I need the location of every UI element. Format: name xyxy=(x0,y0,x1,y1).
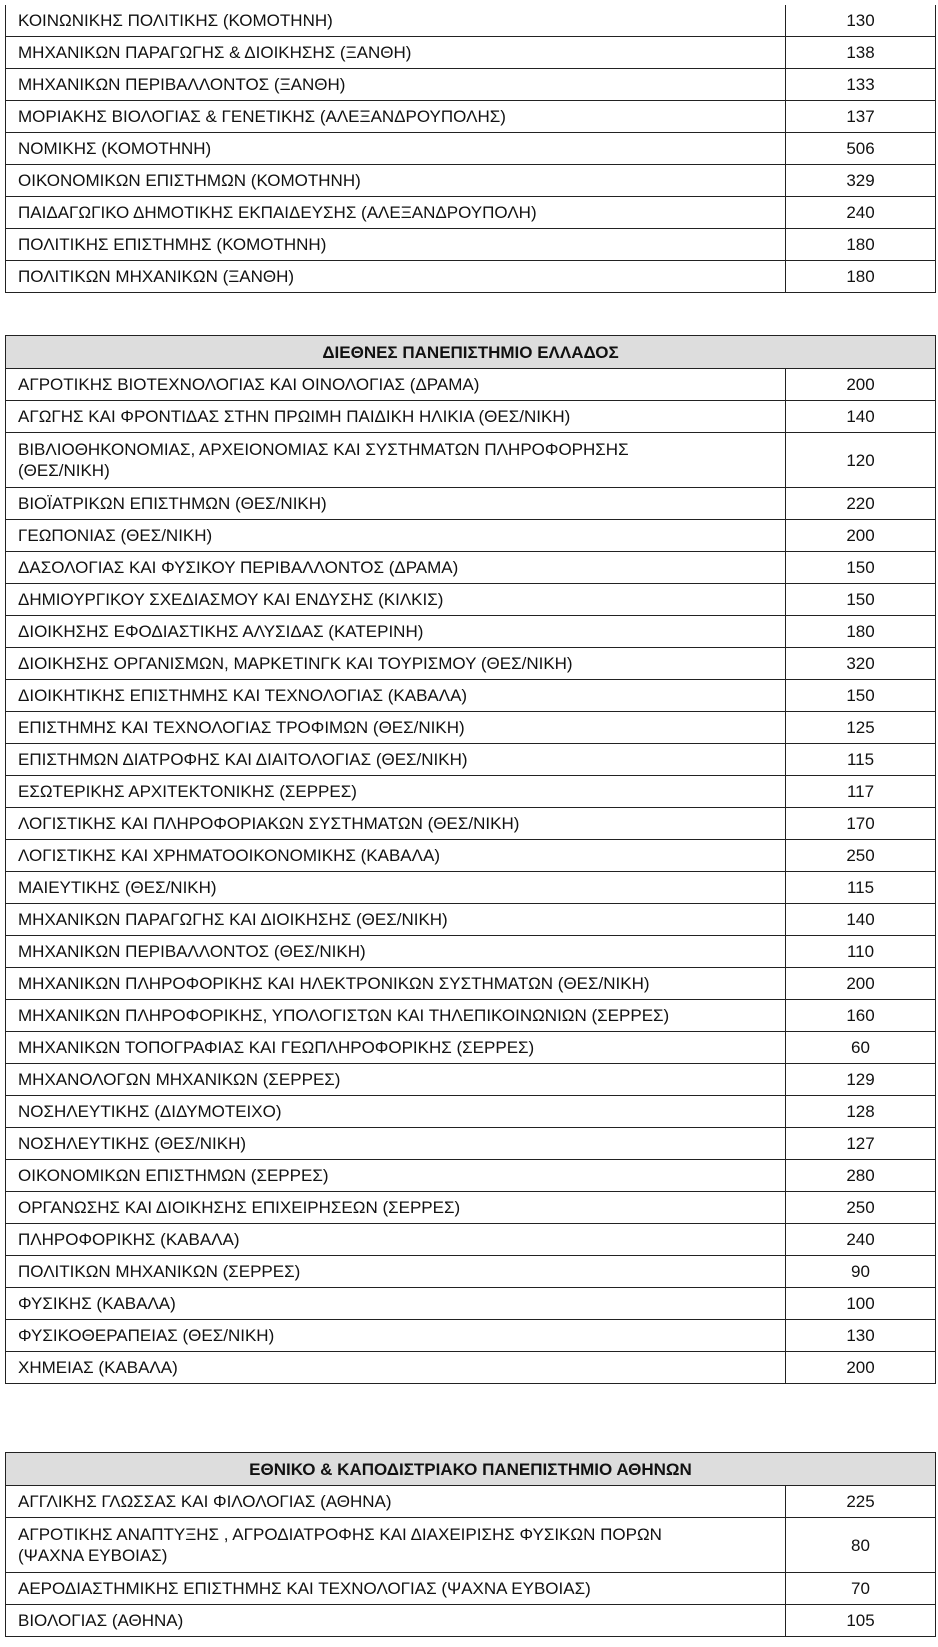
table-row xyxy=(6,1320,936,1352)
table-row xyxy=(6,369,936,401)
table-row xyxy=(6,744,936,776)
admission-count-cell: 60 xyxy=(786,1032,936,1064)
admission-count-cell: 240 xyxy=(786,197,936,229)
table-row xyxy=(6,1192,936,1224)
admission-count-cell: 150 xyxy=(786,680,936,712)
department-name-cell: ΑΕΡΟΔΙΑΣΤΗΜΙΚΗΣ ΕΠΙΣΤΗΜΗΣ ΚΑΙ ΤΕΧΝΟΛΟΓΙΑΣ (ΨΑΧΝΑ ΕΥΒΟΙΑΣ) xyxy=(6,1573,786,1605)
admission-count-cell: 280 xyxy=(786,1160,936,1192)
department-name-cell: ΒΙΟΪΑΤΡΙΚΩΝ ΕΠΙΣΤΗΜΩΝ (ΘΕΣ/ΝΙΚΗ) xyxy=(6,488,786,520)
admission-count-cell: 180 xyxy=(786,229,936,261)
table-row xyxy=(6,488,936,520)
department-name-cell: ΝΟΣΗΛΕΥΤΙΚΗΣ (ΔΙΔΥΜΟΤΕΙΧΟ) xyxy=(6,1096,786,1128)
admission-count-cell: 329 xyxy=(786,165,936,197)
department-name-cell: ΔΗΜΙΟΥΡΓΙΚΟΥ ΣΧΕΔΙΑΣΜΟΥ ΚΑΙ ΕΝΔΥΣΗΣ (ΚΙΛΚΙΣ) xyxy=(6,584,786,616)
admission-count-cell: 180 xyxy=(786,616,936,648)
department-name-line: (ΘΕΣ/ΝΙΚΗ) xyxy=(18,461,110,480)
university-header: ΔΙΕΘΝΕΣ ΠΑΝΕΠΙΣΤΗΜΙΟ ΕΛΛΑΔΟΣ xyxy=(6,336,936,369)
table-row xyxy=(6,776,936,808)
table-section-1 xyxy=(5,5,936,293)
admission-count-cell: 90 xyxy=(786,1256,936,1288)
department-name-cell: ΔΙΟΙΚΗΤΙΚΗΣ ΕΠΙΣΤΗΜΗΣ ΚΑΙ ΤΕΧΝΟΛΟΓΙΑΣ (ΚΑΒΑΛΑ) xyxy=(6,680,786,712)
department-name-cell: ΜΑΙΕΥΤΙΚΗΣ (ΘΕΣ/ΝΙΚΗ) xyxy=(6,872,786,904)
table-row xyxy=(6,680,936,712)
department-name-cell: ΜΗΧΑΝΙΚΩΝ ΠΕΡΙΒΑΛΛΟΝΤΟΣ (ΘΕΣ/ΝΙΚΗ) xyxy=(6,936,786,968)
admission-count-cell: 100 xyxy=(786,1288,936,1320)
admission-count-cell: 128 xyxy=(786,1096,936,1128)
department-name-cell: ΠΟΛΙΤΙΚΩΝ ΜΗΧΑΝΙΚΩΝ (ΣΕΡΡΕΣ) xyxy=(6,1256,786,1288)
table-row xyxy=(6,872,936,904)
department-name-cell: ΜΟΡΙΑΚΗΣ ΒΙΟΛΟΓΙΑΣ & ΓΕΝΕΤΙΚΗΣ (ΑΛΕΞΑΝΔΡΟΥΠΟΛΗΣ) xyxy=(6,101,786,133)
admission-count-cell: 506 xyxy=(786,133,936,165)
admission-count-cell: 140 xyxy=(786,904,936,936)
admission-count-cell: 250 xyxy=(786,1192,936,1224)
section-header-row xyxy=(6,1453,936,1486)
table-row xyxy=(6,808,936,840)
table-row xyxy=(6,552,936,584)
admission-count-cell: 133 xyxy=(786,69,936,101)
table-row xyxy=(6,261,936,293)
table-row xyxy=(6,1224,936,1256)
department-name-cell: ΠΟΛΙΤΙΚΩΝ ΜΗΧΑΝΙΚΩΝ (ΞΑΝΘΗ) xyxy=(6,261,786,293)
admission-count-cell: 129 xyxy=(786,1064,936,1096)
department-name-cell: ΠΟΛΙΤΙΚΗΣ ΕΠΙΣΤΗΜΗΣ (ΚΟΜΟΤΗΝΗ) xyxy=(6,229,786,261)
admission-count-cell: 127 xyxy=(786,1128,936,1160)
department-name-cell: ΟΡΓΑΝΩΣΗΣ ΚΑΙ ΔΙΟΙΚΗΣΗΣ ΕΠΙΧΕΙΡΗΣΕΩΝ (ΣΕΡΡΕΣ) xyxy=(6,1192,786,1224)
department-name-cell: ΟΙΚΟΝΟΜΙΚΩΝ ΕΠΙΣΤΗΜΩΝ (ΣΕΡΡΕΣ) xyxy=(6,1160,786,1192)
department-name-cell: ΜΗΧΑΝΙΚΩΝ ΠΛΗΡΟΦΟΡΙΚΗΣ ΚΑΙ ΗΛΕΚΤΡΟΝΙΚΩΝ ΣΥΣΤΗΜΑΤΩΝ (ΘΕΣ/ΝΙΚΗ) xyxy=(6,968,786,1000)
department-name-cell: ΚΟΙΝΩΝΙΚΗΣ ΠΟΛΙΤΙΚΗΣ (ΚΟΜΟΤΗΝΗ) xyxy=(6,5,786,37)
admission-count-cell: 105 xyxy=(786,1605,936,1637)
table-row xyxy=(6,5,936,37)
admission-count-cell: 220 xyxy=(786,488,936,520)
admission-count-cell: 250 xyxy=(786,840,936,872)
department-name-cell: ΜΗΧΑΝΙΚΩΝ ΠΑΡΑΓΩΓΗΣ & ΔΙΟΙΚΗΣΗΣ (ΞΑΝΘΗ) xyxy=(6,37,786,69)
table-row xyxy=(6,433,936,488)
admission-count-cell: 150 xyxy=(786,584,936,616)
admission-count-cell: 70 xyxy=(786,1573,936,1605)
department-name-cell: ΝΟΣΗΛΕΥΤΙΚΗΣ (ΘΕΣ/ΝΙΚΗ) xyxy=(6,1128,786,1160)
admission-count-cell: 137 xyxy=(786,101,936,133)
table-row xyxy=(6,904,936,936)
table-row xyxy=(6,1288,936,1320)
admission-count-cell: 130 xyxy=(786,1320,936,1352)
table-row xyxy=(6,616,936,648)
table-body xyxy=(6,5,936,293)
table-row xyxy=(6,229,936,261)
table-body xyxy=(6,1486,936,1637)
table-row xyxy=(6,197,936,229)
department-name-line: ΑΓΡΟΤΙΚΗΣ ΑΝΑΠΤΥΞΗΣ , ΑΓΡΟΔΙΑΤΡΟΦΗΣ ΚΑΙ ΔΙΑΧΕΙΡΙΣΗΣ ΦΥΣΙΚΩΝ ΠΟΡΩΝ xyxy=(18,1525,662,1544)
admission-count-cell: 115 xyxy=(786,744,936,776)
department-name-cell: ΜΗΧΑΝΙΚΩΝ ΠΑΡΑΓΩΓΗΣ ΚΑΙ ΔΙΟΙΚΗΣΗΣ (ΘΕΣ/ΝΙΚΗ) xyxy=(6,904,786,936)
department-name-cell: ΠΛΗΡΟΦΟΡΙΚΗΣ (ΚΑΒΑΛΑ) xyxy=(6,1224,786,1256)
table-row xyxy=(6,1573,936,1605)
department-name-cell: ΜΗΧΑΝΙΚΩΝ ΤΟΠΟΓΡΑΦΙΑΣ ΚΑΙ ΓΕΩΠΛΗΡΟΦΟΡΙΚΗΣ (ΣΕΡΡΕΣ) xyxy=(6,1032,786,1064)
department-name-cell: ΕΠΙΣΤΗΜΩΝ ΔΙΑΤΡΟΦΗΣ ΚΑΙ ΔΙΑΙΤΟΛΟΓΙΑΣ (ΘΕΣ/ΝΙΚΗ) xyxy=(6,744,786,776)
admission-count-cell: 240 xyxy=(786,1224,936,1256)
department-name-cell: ΜΗΧΑΝΟΛΟΓΩΝ ΜΗΧΑΝΙΚΩΝ (ΣΕΡΡΕΣ) xyxy=(6,1064,786,1096)
admission-count-cell: 320 xyxy=(786,648,936,680)
department-name-line: ΒΙΒΛΙΟΘΗΚΟΝΟΜΙΑΣ, ΑΡΧΕΙΟΝΟΜΙΑΣ ΚΑΙ ΣΥΣΤΗΜΑΤΩΝ ΠΛΗΡΟΦΟΡΗΣΗΣ xyxy=(18,440,629,459)
department-name-cell: ΦΥΣΙΚΟΘΕΡΑΠΕΙΑΣ (ΘΕΣ/ΝΙΚΗ) xyxy=(6,1320,786,1352)
table-row xyxy=(6,1486,936,1518)
table-section-3 xyxy=(5,1452,936,1637)
department-name-cell: ΛΟΓΙΣΤΙΚΗΣ ΚΑΙ ΠΛΗΡΟΦΟΡΙΑΚΩΝ ΣΥΣΤΗΜΑΤΩΝ (ΘΕΣ/ΝΙΚΗ) xyxy=(6,808,786,840)
table-row xyxy=(6,584,936,616)
department-name-cell: ΑΓΩΓΗΣ ΚΑΙ ΦΡΟΝΤΙΔΑΣ ΣΤΗΝ ΠΡΩΙΜΗ ΠΑΙΔΙΚΗ ΗΛΙΚΙΑ (ΘΕΣ/ΝΙΚΗ) xyxy=(6,401,786,433)
section-header-row xyxy=(6,336,936,369)
admission-count-cell: 125 xyxy=(786,712,936,744)
admission-count-cell: 170 xyxy=(786,808,936,840)
table-row xyxy=(6,968,936,1000)
table-row xyxy=(6,1518,936,1573)
admission-count-cell: 120 xyxy=(786,433,936,488)
admission-count-cell: 160 xyxy=(786,1000,936,1032)
admission-count-cell: 130 xyxy=(786,5,936,37)
table-row xyxy=(6,1064,936,1096)
department-name-cell: ΕΣΩΤΕΡΙΚΗΣ ΑΡΧΙΤΕΚΤΟΝΙΚΗΣ (ΣΕΡΡΕΣ) xyxy=(6,776,786,808)
table-row xyxy=(6,1352,936,1384)
table-row xyxy=(6,648,936,680)
admission-count-cell: 110 xyxy=(786,936,936,968)
table-row xyxy=(6,1605,936,1637)
department-name-cell: ΑΓΡΟΤΙΚΗΣ ΒΙΟΤΕΧΝΟΛΟΓΙΑΣ ΚΑΙ ΟΙΝΟΛΟΓΙΑΣ (ΔΡΑΜΑ) xyxy=(6,369,786,401)
table-row xyxy=(6,936,936,968)
department-name-cell xyxy=(6,433,786,488)
admission-count-cell: 115 xyxy=(786,872,936,904)
table-row xyxy=(6,840,936,872)
department-name-cell: ΜΗΧΑΝΙΚΩΝ ΠΛΗΡΟΦΟΡΙΚΗΣ, ΥΠΟΛΟΓΙΣΤΩΝ ΚΑΙ ΤΗΛΕΠΙΚΟΙΝΩΝΙΩΝ (ΣΕΡΡΕΣ) xyxy=(6,1000,786,1032)
table-row xyxy=(6,37,936,69)
table-section-2 xyxy=(5,335,936,1384)
department-name-cell: ΜΗΧΑΝΙΚΩΝ ΠΕΡΙΒΑΛΛΟΝΤΟΣ (ΞΑΝΘΗ) xyxy=(6,69,786,101)
table-row xyxy=(6,712,936,744)
department-name-cell: ΦΥΣΙΚΗΣ (ΚΑΒΑΛΑ) xyxy=(6,1288,786,1320)
department-name-cell: ΧΗΜΕΙΑΣ (ΚΑΒΑΛΑ) xyxy=(6,1352,786,1384)
admission-count-cell: 200 xyxy=(786,520,936,552)
table-row xyxy=(6,101,936,133)
department-name-cell: ΔΙΟΙΚΗΣΗΣ ΟΡΓΑΝΙΣΜΩΝ, ΜΑΡΚΕΤΙΝΓΚ ΚΑΙ ΤΟΥΡΙΣΜΟΥ (ΘΕΣ/ΝΙΚΗ) xyxy=(6,648,786,680)
admission-count-cell: 138 xyxy=(786,37,936,69)
table-row xyxy=(6,1160,936,1192)
department-name-cell: ΔΑΣΟΛΟΓΙΑΣ ΚΑΙ ΦΥΣΙΚΟΥ ΠΕΡΙΒΑΛΛΟΝΤΟΣ (ΔΡΑΜΑ) xyxy=(6,552,786,584)
department-name-cell: ΕΠΙΣΤΗΜΗΣ ΚΑΙ ΤΕΧΝΟΛΟΓΙΑΣ ΤΡΟΦΙΜΩΝ (ΘΕΣ/ΝΙΚΗ) xyxy=(6,712,786,744)
admission-count-cell: 180 xyxy=(786,261,936,293)
department-name-cell: ΛΟΓΙΣΤΙΚΗΣ ΚΑΙ ΧΡΗΜΑΤΟΟΙΚΟΝΟΜΙΚΗΣ (ΚΑΒΑΛΑ) xyxy=(6,840,786,872)
table-row xyxy=(6,165,936,197)
university-header: ΕΘΝΙΚΟ & ΚΑΠΟΔΙΣΤΡΙΑΚΟ ΠΑΝΕΠΙΣΤΗΜΙΟ ΑΘΗΝΩΝ xyxy=(6,1453,936,1486)
department-name-cell: ΒΙΟΛΟΓΙΑΣ (ΑΘΗΝΑ) xyxy=(6,1605,786,1637)
department-name-cell: ΔΙΟΙΚΗΣΗΣ ΕΦΟΔΙΑΣΤΙΚΗΣ ΑΛΥΣΙΔΑΣ (ΚΑΤΕΡΙΝΗ) xyxy=(6,616,786,648)
department-name-cell: ΠΑΙΔΑΓΩΓΙΚΟ ΔΗΜΟΤΙΚΗΣ ΕΚΠΑΙΔΕΥΣΗΣ (ΑΛΕΞΑΝΔΡΟΥΠΟΛΗ) xyxy=(6,197,786,229)
table-row xyxy=(6,1128,936,1160)
table-row xyxy=(6,520,936,552)
admission-count-cell: 225 xyxy=(786,1486,936,1518)
admission-count-cell: 80 xyxy=(786,1518,936,1573)
department-name-cell: ΟΙΚΟΝΟΜΙΚΩΝ ΕΠΙΣΤΗΜΩΝ (ΚΟΜΟΤΗΝΗ) xyxy=(6,165,786,197)
admission-count-cell: 200 xyxy=(786,968,936,1000)
admission-count-cell: 117 xyxy=(786,776,936,808)
department-name-cell xyxy=(6,1518,786,1573)
table-row xyxy=(6,401,936,433)
table-body xyxy=(6,369,936,1384)
table-row xyxy=(6,1096,936,1128)
table-row xyxy=(6,69,936,101)
department-name-line: (ΨΑΧΝΑ ΕΥΒΟΙΑΣ) xyxy=(18,1546,168,1565)
department-name-cell: ΓΕΩΠΟΝΙΑΣ (ΘΕΣ/ΝΙΚΗ) xyxy=(6,520,786,552)
admission-count-cell: 150 xyxy=(786,552,936,584)
table-row xyxy=(6,1032,936,1064)
admission-count-cell: 200 xyxy=(786,1352,936,1384)
table-row xyxy=(6,1256,936,1288)
table-row xyxy=(6,133,936,165)
department-name-cell: ΑΓΓΛΙΚΗΣ ΓΛΩΣΣΑΣ ΚΑΙ ΦΙΛΟΛΟΓΙΑΣ (ΑΘΗΝΑ) xyxy=(6,1486,786,1518)
department-name-cell: ΝΟΜΙΚΗΣ (ΚΟΜΟΤΗΝΗ) xyxy=(6,133,786,165)
admission-count-cell: 200 xyxy=(786,369,936,401)
table-row xyxy=(6,1000,936,1032)
admission-count-cell: 140 xyxy=(786,401,936,433)
